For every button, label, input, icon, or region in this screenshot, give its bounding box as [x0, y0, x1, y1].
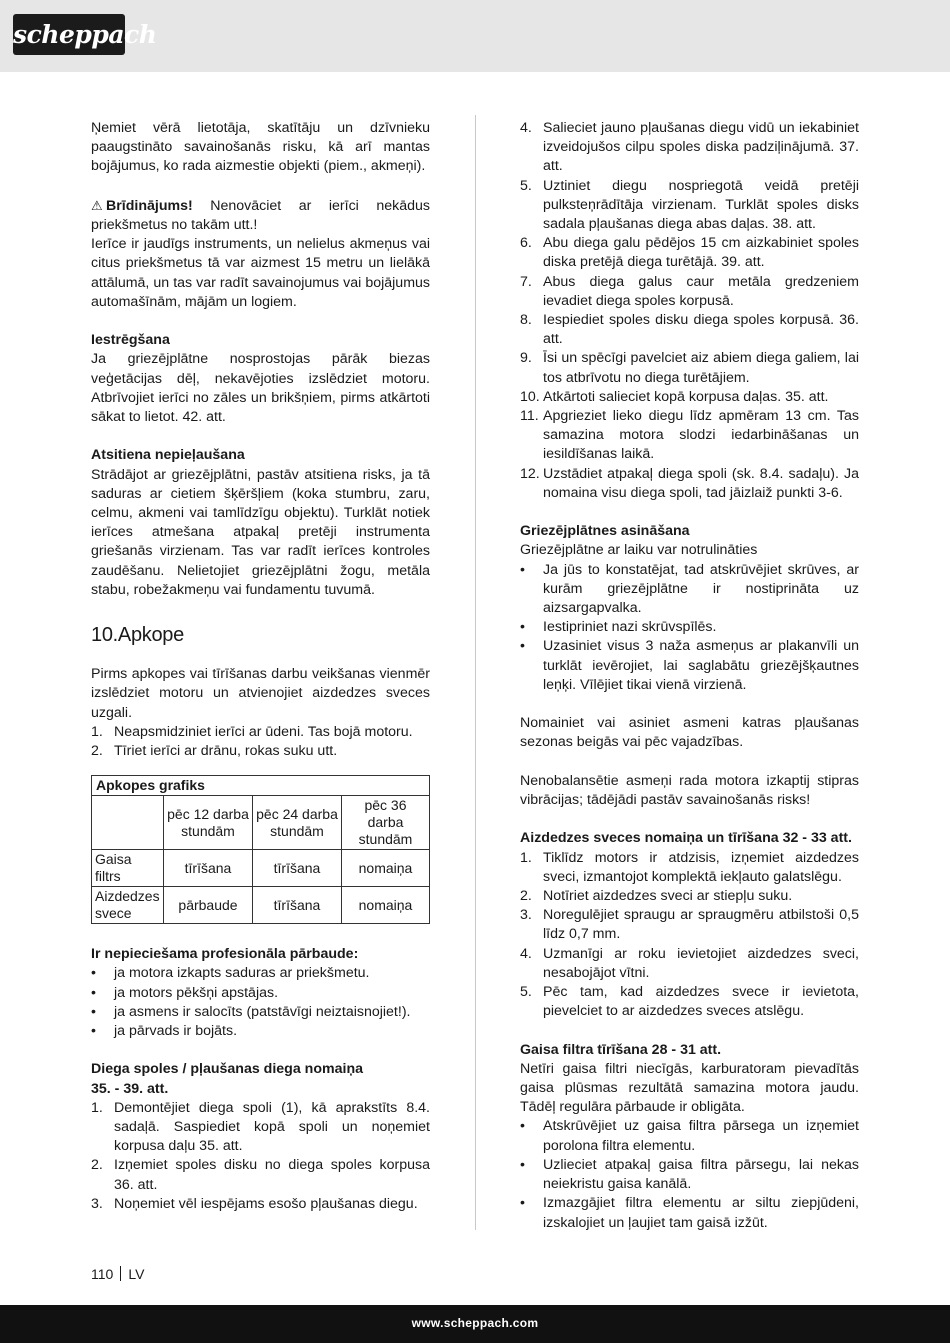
footer-separator [120, 1266, 121, 1281]
list-item: 9. Īsi un spēcīgi pavelciet aiz abiem diega galiem, lai tos atbrīvotu no diega turētājiem. [520, 350, 859, 386]
list-item: 11. Apgrieziet lieko diegu līdz apmēram 13 cm. Tas samazina motora slodzi iedarbināšanas un iesildīšanas laikā. [520, 408, 859, 463]
spool-heading-figs: 35. - 39. att. [91, 1080, 169, 1097]
page-footer-bar [0, 1305, 950, 1343]
jam-heading: Iestrēgšana [91, 332, 170, 349]
sharpening-heading: Griezējplātnes asināšana [520, 523, 690, 540]
sharpening-paragraph-2: Nomainiet vai asiniet asmeni katras pļaušanas sezonas beigās vai pēc vajadzības. [520, 715, 859, 751]
sharpening-list [520, 561, 859, 695]
spool-heading: Diega spoles / pļaušanas diega nomaiņa [91, 1061, 364, 1078]
list-item: 1. Demontējiet diega spoli (1), kā aprakstīts 8.4. sadaļā. Saspiediet kopā spoli un noņemiet korpusa daļu 35. att. [91, 1099, 430, 1155]
list-item: 1. Tiklīdz motors ir atdzisis, izņemiet aizdedzes sveci, izmantojot komplektā iekļauto galatslēgu. [520, 849, 859, 885]
spool-steps-right [520, 119, 859, 503]
air-filter-list [520, 1117, 859, 1232]
pro-check-list [91, 964, 430, 1041]
list-item: • ja asmens ir salocīts (patstāvīgi neiztaisnojiet!). [91, 1003, 411, 1020]
list-item: 5. Uztiniet diegu nospriegotā veidā pretēji pulksteņrādītāja virzienam. Turklāt spoles disks sadala pļaušanas diega abas daļas. 38. att. [520, 177, 859, 233]
table-row-label: Aizdedzes svece [92, 887, 164, 924]
list-item: 4. Salieciet jauno pļaušanas diegu vidū un iekabiniet izveidojušos cilpu spoles diska padziļinājumā. 37. att. [520, 120, 859, 175]
jam-paragraph: Ja griezējplātne nosprostojas pārāk biezas veģetācijas dēļ, nekavējoties izslēdziet motoru. Atbrīvojiet ierīci no zāles un brikšņiem, pirms atkārtoti sākat to lietot. 42. att. [91, 351, 430, 426]
table-col-header: pēc 12 darba stundām [164, 796, 253, 850]
warning-body: Ierīce ir jaudīgs instruments, un nelielus akmeņus vai citus priekšmetus tā var aizmest 15 metru un lielākā attālumā, un tas var radīt savainojumus vai bojājumus automašīnām, mājām un logiem. [91, 236, 430, 310]
sharpening-paragraph-3: Nenobalansētie asmeņi rada motora izkaptij stipras vibrācijas; tādējādi pastāv savainošanās risks! [520, 772, 859, 809]
section-heading [91, 623, 430, 647]
page-number: 110 [91, 1266, 114, 1282]
list-item: 1. Neapsmidziniet ierīci ar ūdeni. Tas bojā motoru. [91, 723, 413, 740]
list-item: • Izmazgājiet filtra elementu ar siltu ziepjūdeni, izskalojiet un ļaujiet tam gaisā izžūt. [520, 1195, 859, 1231]
language-code: LV [128, 1266, 145, 1282]
list-item: 7. Abus diega galus caur metāla gredzeniem ievadiet diega spoles korpusā. [520, 273, 859, 309]
warning-paragraph [91, 196, 430, 235]
table-cell: nomaiņa [342, 887, 430, 924]
scheppach-logo: scheppach [13, 14, 125, 55]
list-item: • Ja jūs to konstatējat, tad atskrūvējiet skrūves, ar kurām griezējplātne ir nostiprināta uz aizsargapvalka. [520, 561, 859, 617]
spool-steps-left [91, 1099, 430, 1214]
list-item: 2. Izņemiet spoles disku no diega spoles korpusa 36. att. [91, 1157, 430, 1193]
spark-plug-steps [520, 849, 859, 1022]
left-column [91, 119, 430, 1214]
list-item: • Uzasiniet visus 3 naža asmeņus ar plakanvīli un turklāt ievērojiet, lai saglabātu griezējšķautnes leņķi. Vīlējiet tikai vienā virzienā. [520, 638, 859, 693]
right-column [520, 119, 859, 1233]
list-item: • ja motors pēkšņi apstājas. [91, 984, 279, 1001]
warning-triangle-icon: ⚠ [91, 197, 103, 213]
list-item: 10. Atkārtoti salieciet kopā korpusa daļas. 35. att. [520, 388, 829, 405]
list-item: • ja motora izkapts saduras ar priekšmetu. [91, 965, 370, 982]
list-item: • ja pārvads ir bojāts. [91, 1023, 238, 1040]
page-footer-number [91, 1265, 144, 1283]
kickback-heading: Atsitiena nepieļaušana [91, 447, 245, 464]
website-link[interactable]: www.scheppach.com [411, 1316, 539, 1330]
table-cell: tīrīšana [253, 850, 342, 887]
maintenance-intro: Pirms apkopes vai tīrīšanas darbu veikšanas vienmēr izslēdziet motoru un atvienojiet aizdedzes sveces uzgali. [91, 666, 430, 721]
warning-label: Brīdinājums! [106, 197, 193, 214]
maintenance-schedule-table [91, 775, 430, 924]
table-col-header: pēc 24 darba stundām [253, 796, 342, 850]
sharpening-intro: Griezējplātne ar laiku var notrulināties [520, 542, 758, 559]
table-row-label: Gaisa filtrs [92, 850, 164, 887]
warning-text: Nenovāciet ar ierīci nekādus priekšmetus no takām utt.! [91, 197, 430, 233]
list-item: 3. Noņemiet vēl iespējams esošo pļaušanas diegu. [91, 1195, 418, 1212]
table-corner [92, 796, 164, 850]
list-item: 2. Tīriet ierīci ar drānu, rokas suku utt. [91, 743, 338, 760]
list-item: • Iestipriniet nazi skrūvspīlēs. [520, 619, 717, 636]
list-item: 6. Abu diega galu pēdējos 15 cm aizkabiniet spoles diska pretējā diega turētājā. 39. att. [520, 235, 859, 271]
air-filter-heading: Gaisa filtra tīrīšana 28 - 31 att. [520, 1041, 722, 1058]
table-cell: tīrīšana [253, 887, 342, 924]
list-item: 3. Noregulējiet spraugu ar spraugmēru atbilstoši 0,5 līdz 0,7 mm. [520, 907, 859, 943]
list-item: 8. Iespiediet spoles disku diega spoles korpusā. 36. att. [520, 312, 859, 348]
list-item: 2. Notīriet aizdedzes sveci ar stiepļu suku. [520, 888, 793, 905]
list-item: • Uzlieciet atpakaļ gaisa filtra pārsegu, lai nekas neiekristu gaisa kanālā. [520, 1156, 859, 1193]
section-title: Apkope [117, 624, 184, 647]
section-number: 10. [91, 624, 118, 647]
column-divider [475, 115, 476, 1230]
table-cell: pārbaude [164, 887, 253, 924]
air-filter-intro: Netīri gaisa filtri niecīgās, karburatoram pievadītās gaisa plūsmas rezultātā samazina motora jaudu. Tādēļ regulāra pārbaude ir obligāta. [520, 1060, 859, 1116]
list-item: • Atskrūvējiet uz gaisa filtra pārsega un izņemiet porolona filtra elementu. [520, 1118, 859, 1154]
table-cell: nomaiņa [342, 850, 430, 887]
spark-plug-heading: Aizdedzes sveces nomaiņa un tīrīšana 32 - 33 att. [520, 830, 852, 847]
list-item: 4. Uzmanīgi ar roku ievietojiet aizdedzes sveci, nesabojājot vītni. [520, 945, 859, 981]
kickback-paragraph: Strādājot ar griezējplātni, pastāv atsitiena risks, ja tā saduras ar cietiem šķēršļiem (koka stumbru, zaru, celmu, akmeni vai tamlīdzīgu objektu). Turklāt notiek ierīces atmešana atpakaļ pretēji instrumenta griešanās virzienam. Tas var radīt ierīces kontroles zaudēšanu. Nelietojiet griezējplātni žogu, metāla stabu, robežakmeņu vai fundamentu tuvumā. [91, 466, 430, 598]
maintenance-steps [91, 723, 430, 761]
pro-check-heading: Ir nepieciešama profesionāla pārbaude: [91, 946, 359, 963]
page-header [0, 0, 950, 72]
table-cell: tīrīšana [164, 850, 253, 887]
list-item: 5. Pēc tam, kad aizdedzes svece ir ievietota, pievelciet to ar aizdedzes sveces atslēgu. [520, 984, 859, 1020]
list-item: 12. Uzstādiet atpakaļ diega spoli (sk. 8.4. sadaļu). Ja nomaina visu diega spoli, tad jāizlaiž punkti 3-6. [520, 465, 859, 501]
table-col-header: pēc 36 darba stundām [342, 796, 430, 850]
intro-paragraph: Ņemiet vērā lietotāja, skatītāju un dzīvnieku paaugstināto savainošanās risku, kā arī mantas bojājumus, ko rada aizmestie objekti (piem., akmeņi). [91, 120, 430, 175]
table-title: Apkopes grafiks [92, 776, 430, 796]
